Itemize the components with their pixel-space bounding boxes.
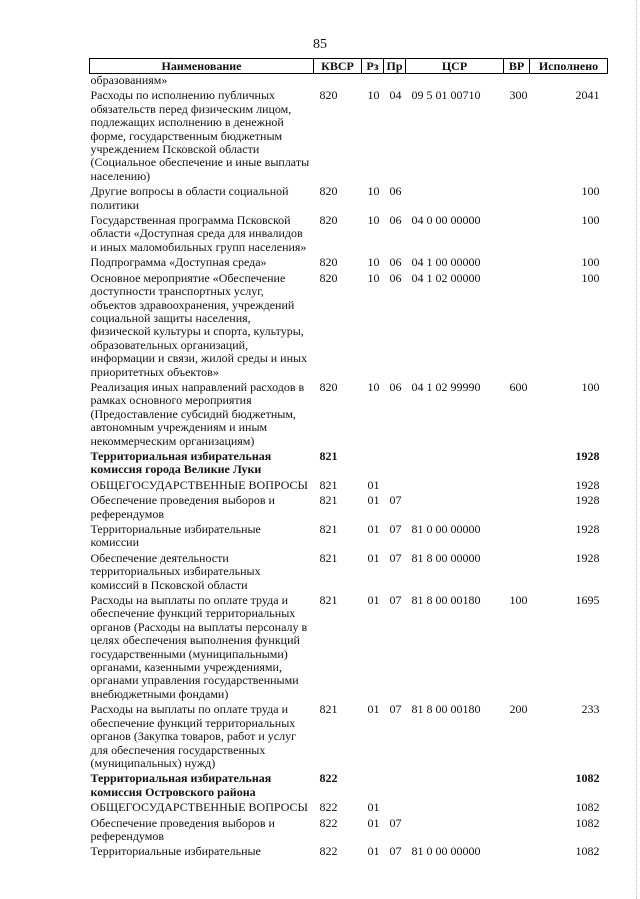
cell-rz: 10 [367,184,380,199]
cell-name: Подпрограмма «Доступная среда» [90,255,267,270]
cell-vr [504,270,530,379]
cell-name: Государственная программа Псковской области «Доступная среда для инвалидов и иных маломобильных групп населения» [90,213,307,254]
cell-vr: 200 [509,702,528,717]
cell-csr [406,799,504,814]
table-row [90,492,608,521]
cell-vr: 300 [509,88,528,103]
cell-executed: 233 [581,702,600,717]
cell-name: Обеспечение проведения выборов и референдумов [90,815,275,843]
table-row [90,770,608,799]
cell-vr [504,74,530,88]
cell-pr [384,799,406,814]
cell-vr [504,212,530,254]
cell-pr [384,74,406,88]
cell-csr: 04 1 00 00000 [411,255,481,270]
cell-executed: 100 [581,213,600,228]
cell-name: Расходы по исполнению публичных обязательств перед физическим лицом, подлежащих исполнению в денежной форме, государственным бюджетным учреждением Псковской области (Социальное обеспечение и иные выплаты населению) [90,88,310,183]
cell-name: ОБЩЕГОСУДАРСТВЕННЫЕ ВОПРОСЫ [90,800,308,815]
page-number: 85 [313,37,327,52]
cell-executed: 1928 [575,550,600,565]
table-row [90,270,608,379]
cell-executed: 1928 [575,448,600,463]
cell-executed: 1928 [575,493,600,508]
cell-rz: 01 [367,522,380,536]
cell-name: Территориальная избирательная комиссия Островского района [90,771,272,799]
cell-executed: 1695 [575,593,600,608]
cell-executed: 100 [581,255,600,270]
cell-pr: 07 [389,522,402,536]
cell-csr: 04 0 00 00000 [411,213,481,228]
table-row [90,815,608,844]
cell-executed: 1928 [575,522,600,536]
cell-pr: 06 [389,270,402,285]
cell-name: Территориальные избирательные комиссии [90,522,261,550]
table-row [90,550,608,592]
cell-rz [362,770,384,799]
table-row [90,592,608,701]
cell-csr [406,815,504,844]
cell-kvsr: 821 [319,477,338,492]
cell-name: Обеспечение деятельности территориальных избирательных комиссий в Псковской области [90,550,261,592]
cell-rz: 01 [367,593,380,608]
cell-executed [530,74,608,88]
cell-csr [406,770,504,799]
cell-rz [362,74,384,88]
cell-kvsr: 821 [319,550,338,565]
cell-name: ОБЩЕГОСУДАРСТВЕННЫЕ ВОПРОСЫ [90,477,308,492]
table-row [90,379,608,448]
table-row [90,212,608,254]
cell-executed: 1082 [575,800,600,815]
header-rz: Рз [362,59,384,74]
cell-name: образованиям» [90,73,168,87]
cell-kvsr: 820 [319,270,338,285]
cell-vr [504,448,530,477]
table-row [90,521,608,550]
cell-vr [504,477,530,492]
cell-rz: 10 [367,270,380,285]
cell-kvsr: 821 [319,702,338,717]
table-row [90,87,608,183]
cell-vr [504,550,530,592]
cell-pr: 06 [389,379,402,394]
page-edge-scan-artifact [636,0,640,899]
header-kvsr: КВСР [314,59,362,74]
cell-executed: 1082 [575,844,600,859]
cell-pr: 06 [389,255,402,270]
cell-csr [406,183,504,212]
cell-vr [504,521,530,550]
cell-pr: 07 [389,844,402,859]
cell-pr: 06 [389,213,402,228]
cell-pr: 07 [389,815,402,830]
cell-kvsr: 821 [319,593,338,608]
cell-vr: 100 [509,593,528,608]
table-row [90,477,608,492]
cell-kvsr: 821 [319,493,338,508]
cell-pr: 04 [389,88,402,103]
cell-kvsr: 820 [319,88,338,103]
cell-name: Расходы на выплаты по оплате труда и обеспечение функций территориальных органов (Расходы на выплаты персоналу в целях обеспечения выполнения функций государственными (муниципальными) органами, казенными учреждениями, органами управления государственными внебюджетными фондами) [90,593,308,701]
cell-executed: 2041 [575,88,600,103]
cell-name: Основное мероприятие «Обеспечение доступности транспортных услуг, объектов здравоохранения, учреждений социальной защиты населения, физической культуры и спорта, культуры, образовательных организаций, информации и связи, жилой среды и иных приоритетных объектов» [90,270,308,379]
table-row [90,701,608,770]
header-executed: Исполнено [530,59,608,74]
cell-name: Расходы на выплаты по оплате труда и обеспечение функций территориальных органов (Закупка товаров, работ и услуг для обеспечения государственных (муниципальных) нужд) [90,702,296,770]
cell-kvsr: 822 [319,844,338,859]
table-row [90,843,608,858]
cell-csr: 81 8 00 00000 [411,550,481,565]
cell-csr: 81 0 00 00000 [411,522,481,536]
cell-name: Реализация иных направлений расходов в рамках основного мероприятия (Предоставление субсидий бюджетным, автономным учреждениям и иным некоммерческим организациям) [90,379,305,448]
cell-kvsr: 820 [319,213,338,228]
cell-pr [384,448,406,477]
cell-kvsr: 820 [319,184,338,199]
cell-kvsr: 821 [319,448,338,463]
cell-csr [406,448,504,477]
cell-executed: 1928 [575,477,600,492]
cell-vr [504,815,530,844]
cell-rz: 01 [367,815,380,830]
cell-csr: 81 0 00 00000 [411,844,481,859]
cell-rz: 01 [367,550,380,565]
cell-csr: 04 1 02 99990 [411,379,481,394]
cell-name: Обеспечение проведения выборов и референдумов [90,493,275,521]
cell-csr: 81 8 00 00180 [411,593,481,608]
cell-executed: 100 [581,270,600,285]
cell-rz: 10 [367,379,380,394]
cell-executed: 1082 [575,815,600,830]
cell-rz: 10 [367,88,380,103]
header-vr: ВР [504,59,530,74]
cell-pr: 07 [389,493,402,508]
table-body [90,74,608,859]
cell-rz: 01 [367,800,380,815]
table-row [90,74,608,88]
header-pr: Пр [384,59,406,74]
cell-csr: 81 8 00 00180 [411,702,481,717]
cell-name: Территориальная избирательная комиссия города Великие Луки [90,448,272,477]
cell-kvsr: 820 [319,255,338,270]
table-row [90,799,608,814]
cell-pr: 07 [389,702,402,717]
cell-csr [406,492,504,521]
cell-kvsr [314,74,362,88]
cell-csr: 04 1 02 00000 [411,270,481,285]
cell-executed: 1082 [575,771,600,786]
header-name: Наименование [90,59,314,74]
cell-executed: 100 [581,379,600,394]
cell-vr [504,843,530,858]
cell-kvsr: 822 [319,815,338,830]
table-row [90,254,608,269]
header-csr: ЦСР [406,59,504,74]
cell-pr [384,477,406,492]
cell-vr [504,492,530,521]
cell-csr [406,74,504,88]
cell-vr [504,254,530,269]
cell-vr [504,799,530,814]
table-row [90,183,608,212]
cell-rz: 01 [367,702,380,717]
cell-pr: 06 [389,184,402,199]
cell-vr [504,183,530,212]
budget-table-container [89,58,607,859]
cell-rz: 01 [367,477,380,492]
cell-rz: 10 [367,213,380,228]
cell-executed: 100 [581,184,600,199]
cell-csr [406,477,504,492]
cell-kvsr: 822 [319,800,338,815]
cell-rz [362,448,384,477]
table-header [90,59,608,74]
cell-csr: 09 5 01 00710 [411,88,481,103]
cell-kvsr: 820 [319,379,338,394]
cell-rz: 01 [367,844,380,859]
cell-kvsr: 822 [319,771,338,786]
cell-rz: 01 [367,493,380,508]
cell-kvsr: 821 [319,522,338,536]
table-row [90,448,608,477]
cell-name: Другие вопросы в области социальной политики [90,184,289,212]
cell-rz: 10 [367,255,380,270]
cell-pr: 07 [389,550,402,565]
cell-vr: 600 [509,379,528,394]
budget-table [89,58,608,859]
cell-vr [504,770,530,799]
cell-pr: 07 [389,593,402,608]
cell-pr [384,770,406,799]
cell-name: Территориальные избирательные [90,844,261,859]
